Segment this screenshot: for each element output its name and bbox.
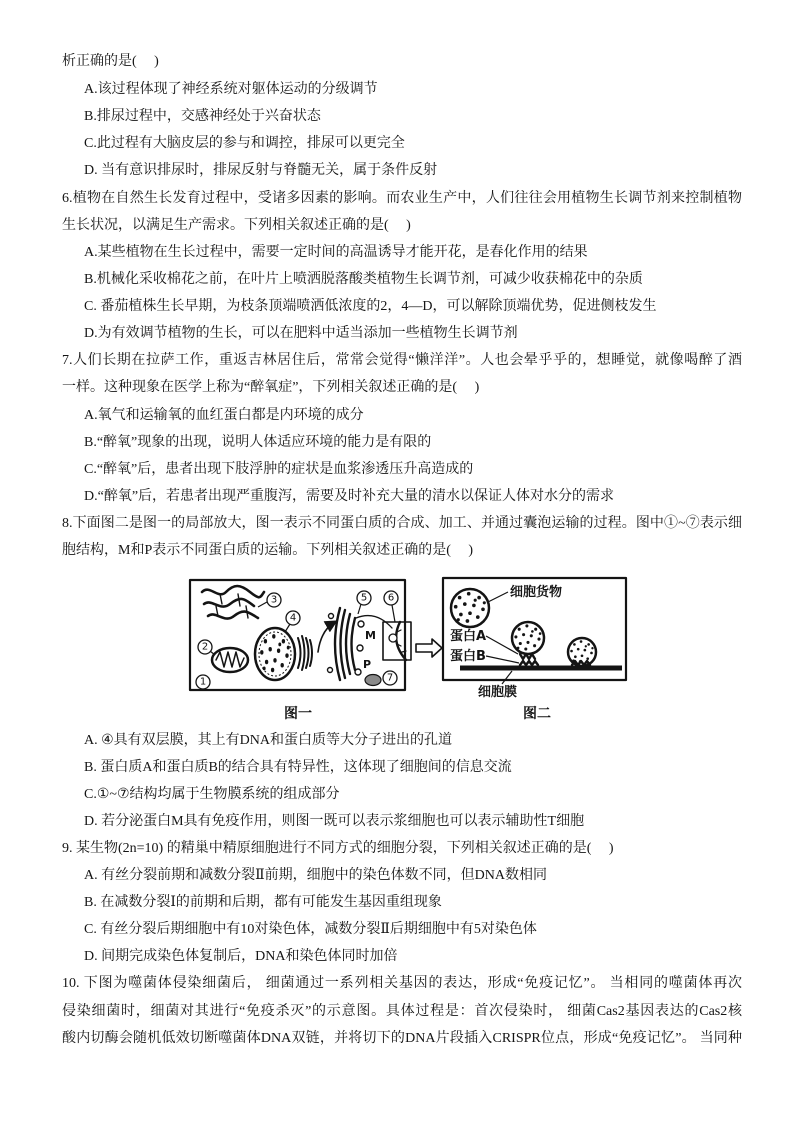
q9-stem: 9. 某生物(2n=10) 的精巢中精原细胞进行不同方式的细胞分裂，下列相关叙述正确的是( ) xyxy=(62,841,614,856)
structure-label-6 xyxy=(384,591,398,622)
q9-option-a: A. 有丝分裂前期和减数分裂Ⅱ前期，细胞中的染色体数不同，但DNA数相同 xyxy=(84,868,547,883)
vesicle xyxy=(328,668,333,673)
q8-option-d: D. 若分泌蛋白M具有免疫作用，则图一既可以表示浆细胞也可以表示辅助性T细胞 xyxy=(84,814,585,829)
vesicle xyxy=(329,614,334,619)
q5-stem-tail: 析正确的是( ) xyxy=(62,54,159,69)
label-number: 3 xyxy=(270,594,278,606)
protein-a xyxy=(520,654,535,659)
q6-option-b: B.机械化采收棉花之前，在叶片上喷洒脱落酸类植物生长调节剂，可减少收获棉花中的杂质 xyxy=(84,272,643,287)
figure-1-caption: 图一 xyxy=(284,706,312,722)
protein-b-leader xyxy=(486,656,519,663)
q9-option-b: B. 在减数分裂Ⅰ的前期和后期，都有可能发生基因重组现象 xyxy=(84,895,442,910)
golgi-cisterna xyxy=(352,618,356,670)
structure-label-2 xyxy=(198,640,215,655)
q10-stem-line-2: 侵染细菌时，细菌对其进行“免疫杀灭”的示意图。具体过程是：首次侵染时， 细菌Cas2基因表达的Cas2核 xyxy=(62,1004,742,1019)
q5-option-a: A.该过程体现了神经系统对躯体运动的分级调节 xyxy=(84,82,378,97)
vesicle xyxy=(355,669,361,675)
structure-label-7 xyxy=(383,671,397,685)
q10-stem-line-3: 酸内切酶会随机低效切断噬菌体DNA双链，并将切下的DNA片段插入CRISPR位点，形成“免疫记忆”。 当同种 xyxy=(62,1031,742,1046)
label-number: 2 xyxy=(201,641,209,653)
cargo-vesicle-1 xyxy=(451,589,489,627)
er-membrane xyxy=(204,599,254,607)
label-leader xyxy=(392,605,395,622)
label-number: 6 xyxy=(387,592,395,604)
label-leader xyxy=(258,602,267,607)
golgi-cisterna xyxy=(335,608,340,680)
protein-label-m: M xyxy=(365,629,376,642)
q7-stem-line-1: 7.人们长期在拉萨工作，重返吉林居住后，常常会觉得“懒洋洋”。人也会晕乎乎的，想睡觉，就像喝醉了酒 xyxy=(62,353,742,368)
figure-2-detail xyxy=(443,578,626,700)
q9-option-c: C. 有丝分裂后期细胞中有10对染色体，减数分裂Ⅱ后期细胞中有5对染色体 xyxy=(84,922,537,937)
protein-b xyxy=(520,661,538,665)
q6-option-c: C. 番茄植株生长早期，为枝条顶端喷洒低浓度的2，4—D，可以解除顶端优势，促进侧枝发生 xyxy=(84,299,657,314)
label-number: 5 xyxy=(360,592,368,604)
zoom-box xyxy=(383,622,411,660)
vesicle xyxy=(357,645,363,651)
vesicle xyxy=(358,621,364,627)
label-leader xyxy=(358,604,361,614)
q6-option-a: A.某些植物在生长过程中，需要一定时间的高温诱导才能开花，是春化作用的结果 xyxy=(84,245,588,260)
cargo-vesicle-2 xyxy=(512,622,544,654)
q8-option-c: C.①~⑦结构均属于生物膜系统的组成部分 xyxy=(84,787,340,802)
label-leader xyxy=(285,624,290,632)
protein-label-p: P xyxy=(363,658,372,671)
q6-option-d: D.为有效调节植物的生长，可以在肥料中适当添加一些植物生长调节剂 xyxy=(84,326,518,341)
label-number: 1 xyxy=(199,676,207,688)
q8-option-b: B. 蛋白质A和蛋白质B的结合具有特异性，这体现了细胞间的信息交流 xyxy=(84,760,512,775)
q5-option-b: B.排尿过程中，交感神经处于兴奋状态 xyxy=(84,109,321,124)
q7-option-a: A.氧气和运输氧的血红蛋白都是内环境的成分 xyxy=(84,408,364,423)
structure-label-4 xyxy=(285,611,300,632)
figure-2-caption: 图二 xyxy=(523,706,551,722)
structure-label-5 xyxy=(357,591,371,614)
golgi-cisternae xyxy=(298,636,312,670)
zoom-box-vesicle xyxy=(389,634,397,642)
q10-stem-line-1: 10. 下图为噬菌体侵染细菌后， 细菌通过一系列相关基因的表达，形成“免疫记忆”。 当相同的噬菌体再次 xyxy=(62,976,742,991)
q5-option-d: D. 当有意识排尿时，排尿反射与脊髓无关，属于条件反射 xyxy=(84,163,438,178)
membrane-leader xyxy=(502,671,512,684)
protein-a-label: 蛋白A xyxy=(450,629,487,644)
q8-stem-line-1: 8.下面图二是图一的局部放大，图一表示不同蛋白质的合成、加工、并通过囊泡运输的过程。图中①~⑦表示细 xyxy=(62,516,742,531)
endoplasmic-reticulum xyxy=(202,586,264,619)
mitochondrion xyxy=(212,648,248,672)
golgi-stack-small xyxy=(298,636,312,670)
q6-stem-line-1: 6.植物在自然生长发育过程中，受诸多因素的影响。而农业生产中，人们往往会用植物生长调节剂来控制植物 xyxy=(62,191,742,206)
protein-transport-figure xyxy=(180,572,650,724)
cargo-label: 细胞货物 xyxy=(510,585,563,600)
er-membrane xyxy=(202,586,264,597)
q8-option-a: A. ④具有双层膜，其上有DNA和蛋白质等大分子进出的孔道 xyxy=(84,733,452,748)
q9-option-d: D. 间期完成染色体复制后，DNA和染色体同时加倍 xyxy=(84,949,398,964)
structure-label-1 xyxy=(196,675,210,689)
cargo-leader xyxy=(488,592,508,602)
protein-b-label: 蛋白B xyxy=(450,649,486,664)
golgi-apparatus xyxy=(335,608,355,680)
golgi-cisterna xyxy=(341,610,346,678)
q5-option-c: C.此过程有大脑皮层的参与和调控，排尿可以更完全 xyxy=(84,136,405,151)
enlarge-arrow xyxy=(416,639,442,657)
q7-stem-line-2: 一样。这种现象在医学上称为“醉氧症”，下列相关叙述正确的是( ) xyxy=(62,380,480,395)
nucleus xyxy=(255,628,295,680)
lysosome xyxy=(365,675,381,686)
label-number: 4 xyxy=(289,612,297,624)
q8-stem-line-2: 胞结构，M和P表示不同蛋白质的运输。下列相关叙述正确的是( ) xyxy=(62,543,474,558)
er-membrane xyxy=(208,612,258,619)
label-number: 7 xyxy=(386,672,394,684)
figure-1-cell xyxy=(190,580,411,690)
transport-arrow xyxy=(318,622,335,652)
q7-option-b: B.“醉氧”现象的出现，说明人体适应环境的能力是有限的 xyxy=(84,435,432,450)
q7-option-c: C.“醉氧”后，患者出现下肢浮肿的症状是血浆渗透压升高造成的 xyxy=(84,462,474,477)
q7-option-d: D.“醉氧”后，若患者出现严重腹泻，需要及时补充大量的清水以保证人体对水分的需求 xyxy=(84,489,615,504)
q6-stem-line-2: 生长状况，以满足生产需求。下列相关叙述正确的是( ) xyxy=(62,218,411,233)
membrane-label: 细胞膜 xyxy=(478,685,518,700)
golgi-cisterna xyxy=(346,614,350,674)
